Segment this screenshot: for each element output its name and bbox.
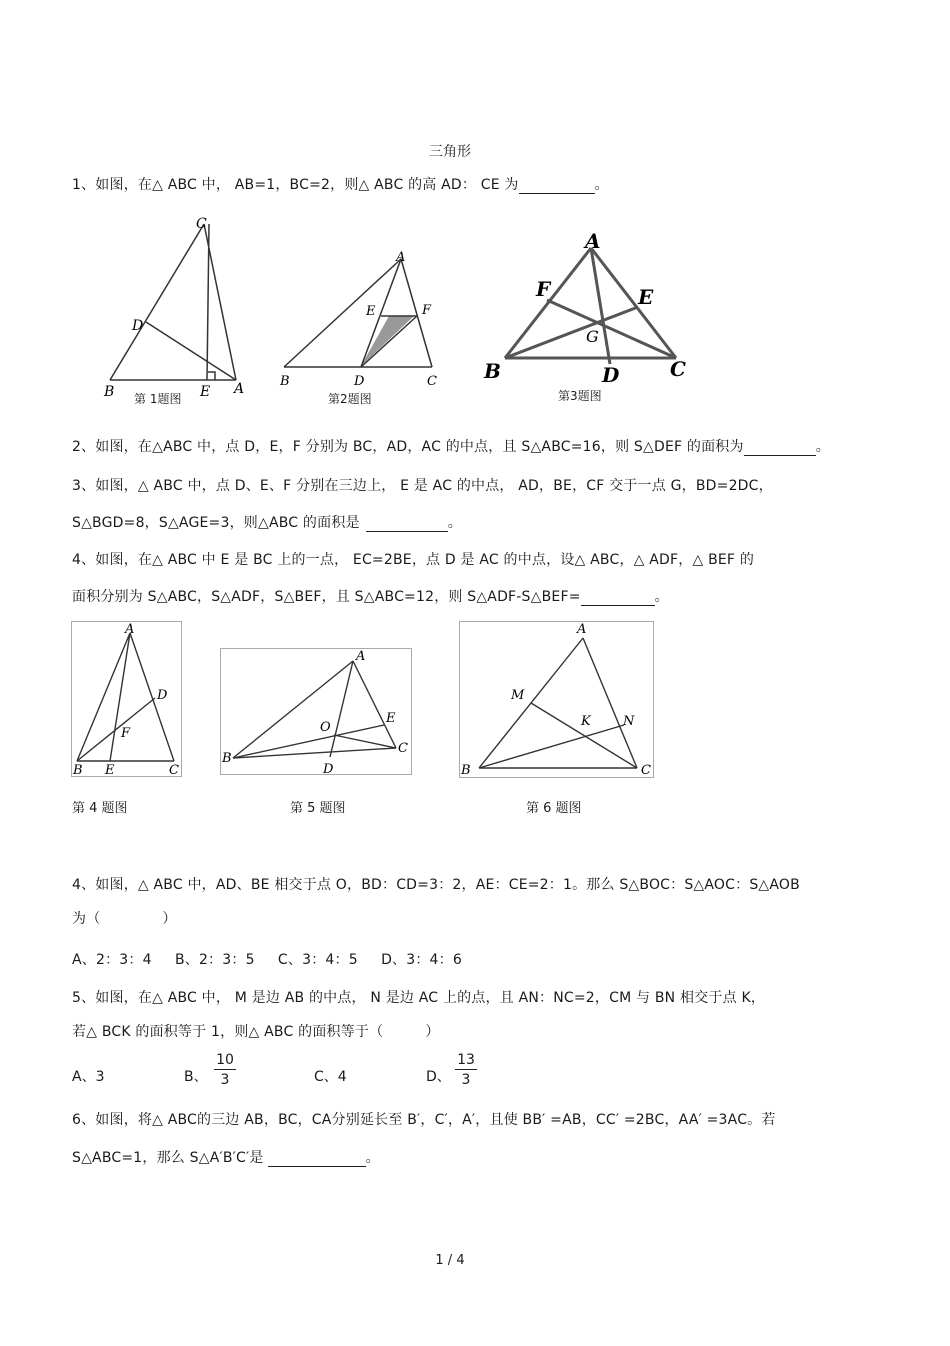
label-N: N: [623, 714, 635, 729]
question-1-text: 1、如图，在△ ABC 中， AB=1，BC=2，则△ ABC 的高 AD： CE 为: [72, 177, 519, 193]
answer-blank: [519, 177, 595, 194]
question-1-tail: 。: [594, 177, 609, 193]
figure-1: [100, 212, 260, 402]
label-A: A: [585, 229, 601, 253]
label-G: G: [586, 327, 599, 346]
label-D: D: [354, 374, 365, 389]
question-6-line-2: [72, 1147, 380, 1167]
fraction-denominator: 3: [220, 1072, 230, 1088]
label-D: D: [157, 688, 168, 703]
question-2-tail: 。: [815, 439, 830, 455]
question-6-line-1: 6、如图，将△ ABC的三边 AB，BC，CA分别延长至 B′，C′，A′，且使 BB′ =AB，CC′ =2BC，AA′ =3AC。若: [72, 1112, 776, 1128]
question-4b-line-1: 4、如图，△ ABC 中，AD、BE 相交于点 O，BD：CD=3：2，AE：CE=2：1。那么 S△BOC：S△AOC：S△AOB: [72, 877, 800, 893]
fraction-denominator: 3: [461, 1072, 471, 1088]
label-F: F: [121, 726, 131, 741]
page-number: 1 / 4: [435, 1253, 465, 1268]
page-title: 三角形: [429, 144, 471, 160]
option-c: C、4: [314, 1069, 347, 1085]
label-A: A: [234, 381, 245, 397]
label-B: B: [222, 751, 232, 766]
figure-2: [272, 245, 452, 395]
figure-6: [459, 621, 655, 779]
question-5-text: 若△ BCK 的面积等于 1，则△ ABC 的面积等于（: [72, 1024, 384, 1040]
label-B: B: [104, 384, 115, 400]
question-4b-line-2: [72, 908, 177, 928]
label-D: D: [132, 318, 144, 334]
figure-2-caption: 第2题图: [328, 392, 372, 406]
answer-blank: [581, 589, 655, 606]
label-C: C: [427, 374, 437, 389]
label-F: F: [422, 303, 432, 318]
option-b-fraction: [214, 1052, 236, 1088]
label-O: O: [320, 720, 331, 735]
label-A: A: [356, 649, 366, 664]
question-5-tail: ）: [425, 1024, 440, 1040]
question-4a-line-2: [72, 586, 669, 606]
figure-4-caption: 第 4 题图: [72, 801, 128, 816]
figure-4: [71, 621, 183, 779]
question-6-tail: 。: [365, 1150, 380, 1166]
question-4a-text: 面积分别为 S△ABC，S△ADF，S△BEF，且 S△ABC=12，则 S△ADF-S△BEF=: [72, 589, 581, 605]
question-4b-options: A、2：3：4 B、2：3：5 C、3：4：5 D、3：4：6: [72, 952, 462, 968]
label-B: B: [461, 763, 471, 778]
question-4b-text: 为（: [72, 911, 101, 927]
label-M: M: [511, 688, 525, 703]
label-B: B: [484, 359, 501, 383]
label-C: C: [670, 357, 686, 381]
answer-blank: [366, 515, 448, 532]
label-C: C: [169, 763, 179, 778]
label-E: E: [638, 285, 654, 309]
question-2: [72, 436, 830, 456]
label-D: D: [602, 363, 620, 387]
label-B: B: [73, 763, 83, 778]
figure-3-caption: 第3题图: [558, 389, 602, 403]
option-d: D、: [426, 1069, 451, 1085]
question-3-text: S△BGD=8，S△AGE=3，则△ABC 的面积是: [72, 515, 360, 531]
option-a: A、3: [72, 1069, 105, 1085]
figure-1-caption: 第 1题图: [134, 392, 182, 406]
question-4a-line-1: 4、如图，在△ ABC 中 E 是 BC 上的一点， EC=2BE，点 D 是 AC 的中点，设△ ABC，△ ADF，△ BEF 的: [72, 552, 755, 568]
label-C: C: [398, 741, 408, 756]
question-3-line-2: [72, 512, 462, 532]
label-A: A: [396, 250, 406, 265]
label-E: E: [105, 763, 115, 778]
figure-6-caption: 第 6 题图: [526, 801, 582, 816]
option-b: B、: [184, 1069, 208, 1085]
label-D: D: [323, 762, 334, 777]
fraction-numerator: 10: [214, 1052, 236, 1070]
figure-5: [220, 648, 413, 778]
question-1: [72, 174, 609, 194]
label-F: F: [536, 277, 551, 301]
label-E: E: [200, 384, 211, 400]
question-2-text: 2、如图，在△ABC 中，点 D，E，F 分别为 BC，AD，AC 的中点，且 S△ABC=16，则 S△DEF 的面积为: [72, 439, 744, 455]
question-6-text: S△ABC=1，那么 S△A′B′C′是: [72, 1150, 264, 1166]
label-B: B: [280, 374, 290, 389]
question-5-line-2: [72, 1021, 440, 1041]
question-4a-tail: 。: [654, 589, 669, 605]
label-C: C: [641, 763, 651, 778]
question-4b-tail: ）: [162, 911, 177, 927]
label-C: C: [196, 216, 207, 232]
answer-blank: [744, 439, 816, 456]
label-A: A: [577, 622, 587, 637]
question-3-tail: 。: [447, 515, 462, 531]
answer-blank: [268, 1150, 366, 1167]
label-A: A: [125, 622, 135, 637]
figure-5-caption: 第 5 题图: [290, 801, 346, 816]
figure-3: [478, 222, 698, 387]
label-K: K: [581, 714, 591, 729]
question-5-line-1: 5、如图，在△ ABC 中， M 是边 AB 的中点， N 是边 AC 上的点，且 AN：NC=2，CM 与 BN 相交于点 K，: [72, 990, 766, 1006]
question-3-line-1: 3、如图，△ ABC 中，点 D、E、F 分别在三边上， E 是 AC 的中点， AD，BE，CF 交于一点 G，BD=2DC，: [72, 478, 773, 494]
option-d-fraction: [455, 1052, 477, 1088]
label-E: E: [386, 711, 396, 726]
fraction-numerator: 13: [455, 1052, 477, 1070]
label-E: E: [366, 304, 376, 319]
